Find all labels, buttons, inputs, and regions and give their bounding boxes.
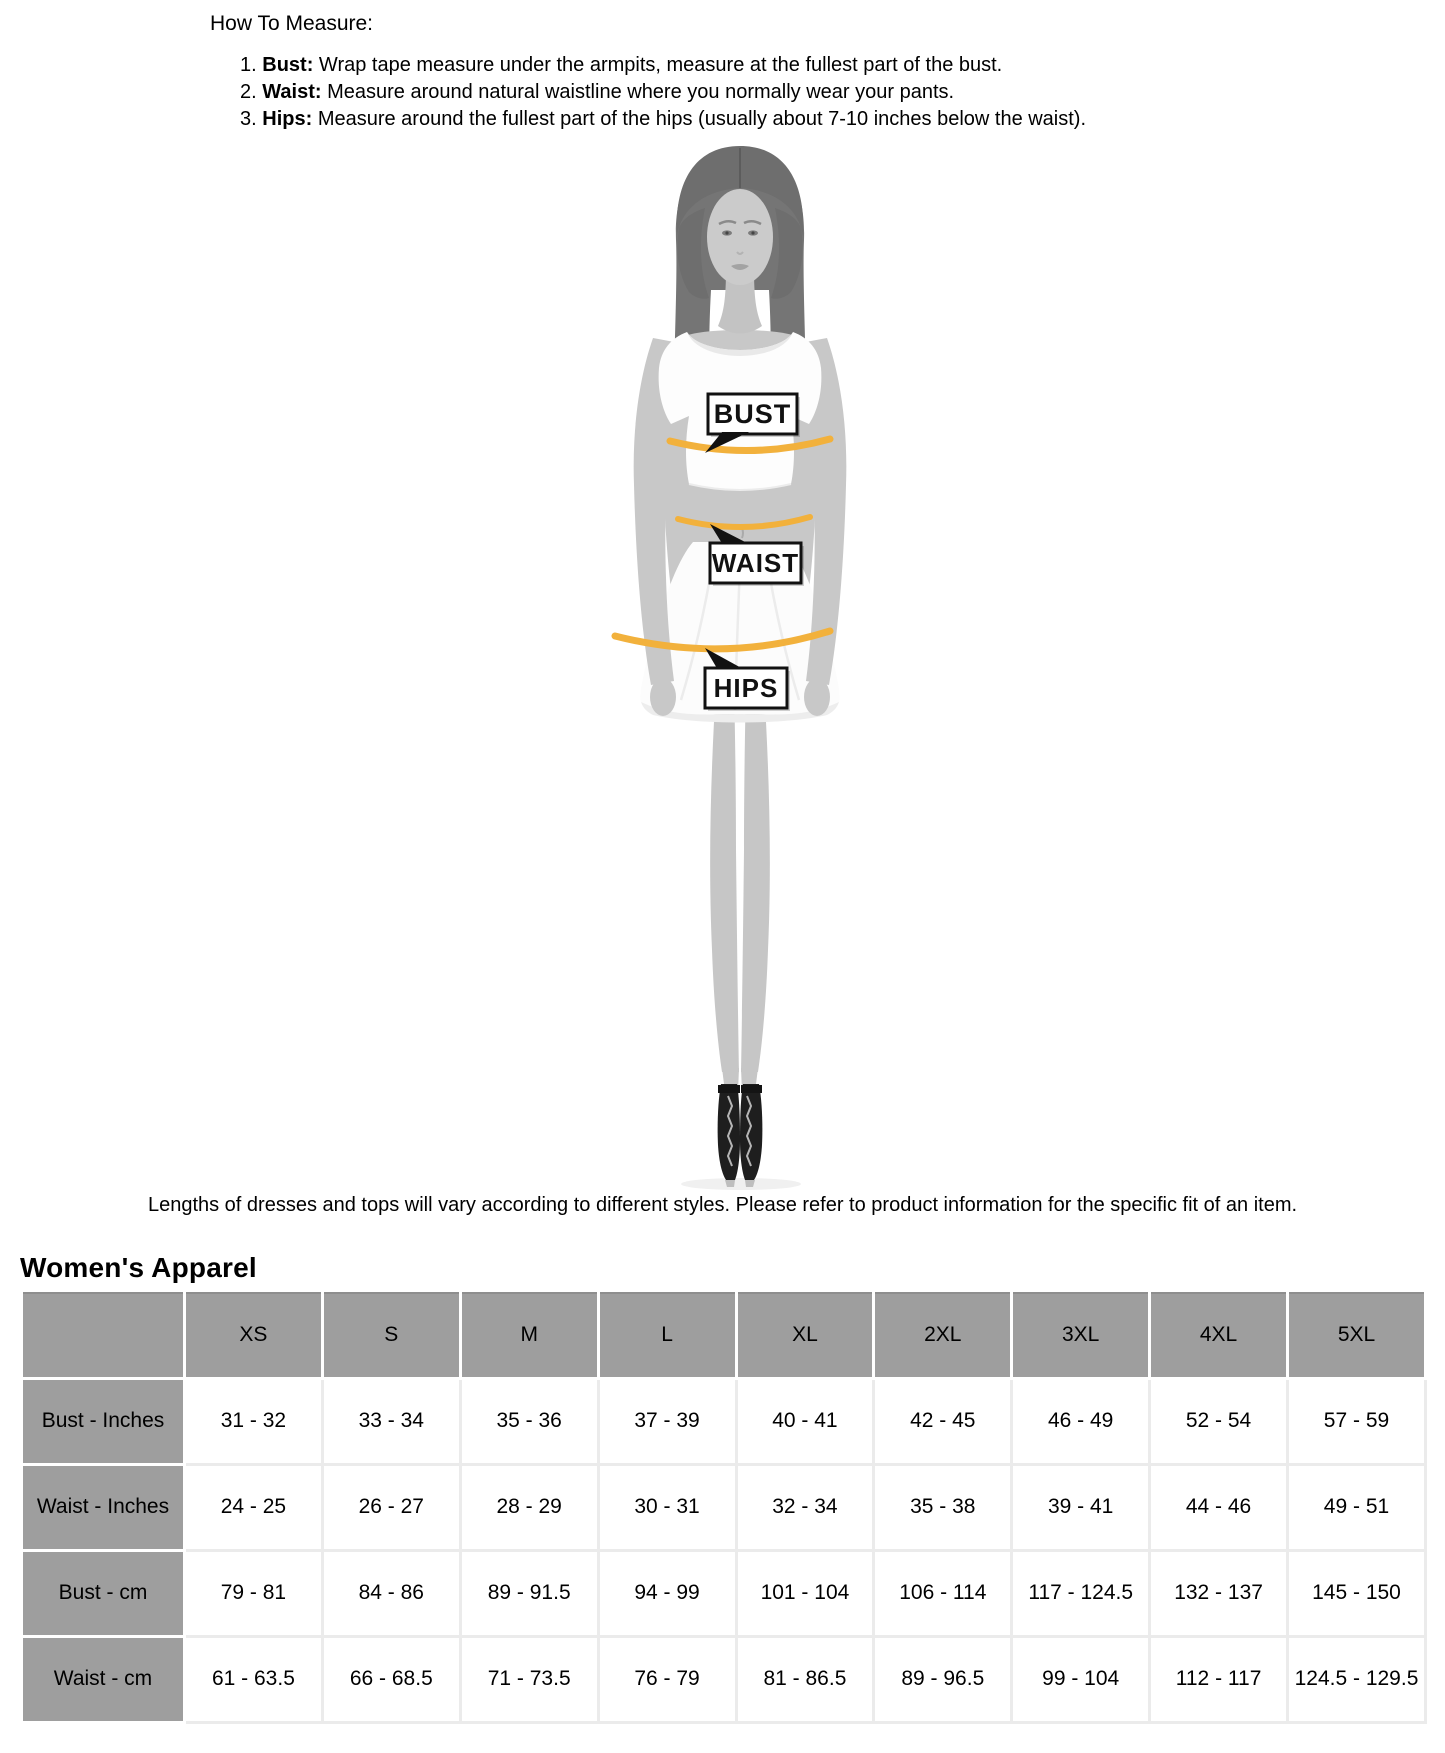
size-cell: 61 - 63.5 [185, 1636, 323, 1722]
size-cell: 145 - 150 [1288, 1550, 1426, 1636]
style-note: Lengths of dresses and tops will vary according to different styles. Please refer to product information for the specific fit of an item. [147, 1194, 1298, 1216]
size-cell: 124.5 - 129.5 [1288, 1636, 1426, 1722]
table-row [22, 1464, 1426, 1550]
size-cell: 49 - 51 [1288, 1464, 1426, 1550]
size-cell: 26 - 27 [322, 1464, 460, 1550]
size-cell: 132 - 137 [1150, 1550, 1288, 1636]
left-shoe [718, 1068, 740, 1187]
row-label: Waist - Inches [22, 1464, 185, 1550]
measurement-figure [575, 140, 905, 1190]
step-label: Waist: [262, 81, 322, 103]
step-label: Bust: [262, 54, 314, 76]
size-column-header: 2XL [874, 1293, 1012, 1378]
apparel-heading: Women's Apparel [20, 1252, 257, 1283]
model-illustration [575, 140, 905, 1190]
step-number: 2. [240, 81, 257, 103]
size-cell: 117 - 124.5 [1012, 1550, 1150, 1636]
size-cell: 35 - 36 [460, 1378, 598, 1464]
size-cell: 99 - 104 [1012, 1636, 1150, 1722]
size-cell: 28 - 29 [460, 1464, 598, 1550]
step-text: Wrap tape measure under the armpits, measure at the fullest part of the bust. [318, 54, 1003, 76]
size-cell: 31 - 32 [185, 1378, 323, 1464]
step-text: Measure around the fullest part of the hips (usually about 7-10 inches below the waist). [317, 108, 1087, 130]
size-cell: 32 - 34 [736, 1464, 874, 1550]
row-label: Bust - Inches [22, 1378, 185, 1464]
size-header-row [22, 1293, 1426, 1378]
size-cell: 42 - 45 [874, 1378, 1012, 1464]
how-to-measure-title: How To Measure: [210, 12, 374, 35]
size-cell: 94 - 99 [598, 1550, 736, 1636]
table-row [22, 1550, 1426, 1636]
svg-text:WAIST: WAIST [711, 548, 800, 578]
size-chart-table [20, 1292, 1427, 1724]
size-column-header: XL [736, 1293, 874, 1378]
size-cell: 76 - 79 [598, 1636, 736, 1722]
size-cell: 33 - 34 [322, 1378, 460, 1464]
step-text: Measure around natural waistline where you normally wear your pants. [327, 81, 955, 103]
face [707, 189, 773, 285]
size-cell: 81 - 86.5 [736, 1636, 874, 1722]
table-row [22, 1636, 1426, 1722]
size-column-header: 4XL [1150, 1293, 1288, 1378]
step-label: Hips: [262, 108, 313, 130]
size-cell: 84 - 86 [322, 1550, 460, 1636]
size-cell: 106 - 114 [874, 1550, 1012, 1636]
size-cell: 30 - 31 [598, 1464, 736, 1550]
size-cell: 39 - 41 [1012, 1464, 1150, 1550]
measure-step [240, 52, 1086, 79]
size-cell: 24 - 25 [185, 1464, 323, 1550]
size-cell: 89 - 91.5 [460, 1550, 598, 1636]
measure-step [240, 79, 1086, 106]
size-cell: 44 - 46 [1150, 1464, 1288, 1550]
svg-text:HIPS: HIPS [713, 673, 779, 703]
size-cell: 71 - 73.5 [460, 1636, 598, 1722]
size-cell: 57 - 59 [1288, 1378, 1426, 1464]
size-cell: 35 - 38 [874, 1464, 1012, 1550]
right-shoe [740, 1068, 762, 1187]
size-cell: 46 - 49 [1012, 1378, 1150, 1464]
size-column-header: M [460, 1293, 598, 1378]
size-cell: 79 - 81 [185, 1550, 323, 1636]
step-number: 3. [240, 108, 257, 130]
size-cell: 101 - 104 [736, 1550, 874, 1636]
step-number: 1. [240, 54, 257, 76]
size-cell: 112 - 117 [1150, 1636, 1288, 1722]
size-column-header: 5XL [1288, 1293, 1426, 1378]
size-column-header: L [598, 1293, 736, 1378]
size-column-header: 3XL [1012, 1293, 1150, 1378]
size-cell: 52 - 54 [1150, 1378, 1288, 1464]
size-cell: 40 - 41 [736, 1378, 874, 1464]
corner-cell [22, 1293, 185, 1378]
right-leg [741, 685, 770, 1072]
size-cell: 89 - 96.5 [874, 1636, 1012, 1722]
left-leg [710, 685, 739, 1072]
feet-shadow [681, 1178, 801, 1190]
measure-step [240, 106, 1086, 133]
row-label: Waist - cm [22, 1636, 185, 1722]
row-label: Bust - cm [22, 1550, 185, 1636]
table-row [22, 1378, 1426, 1464]
size-column-header: S [322, 1293, 460, 1378]
svg-text:BUST: BUST [713, 399, 792, 429]
size-column-header: XS [185, 1293, 323, 1378]
measure-steps [240, 52, 1086, 133]
size-cell: 37 - 39 [598, 1378, 736, 1464]
size-cell: 66 - 68.5 [322, 1636, 460, 1722]
